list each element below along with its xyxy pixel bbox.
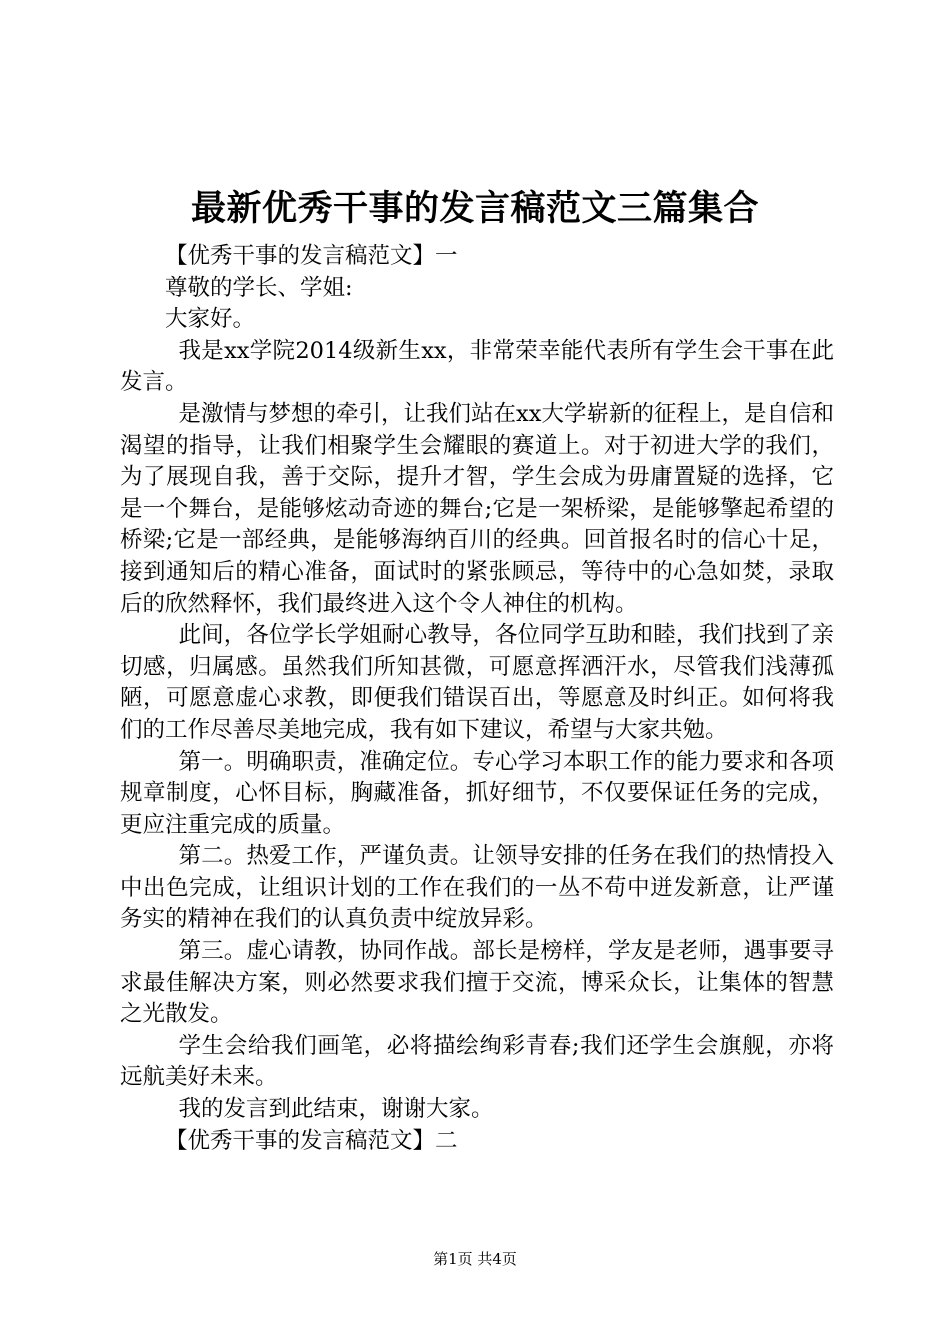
page-footer: 第1页 共4页 bbox=[433, 1250, 517, 1268]
paragraph: 我是xx学院2014级新生xx，非常荣幸能代表所有学生会干事在此发言。 bbox=[120, 337, 834, 396]
paragraph: 此间，各位学长学姐耐心教导，各位同学互助和睦，我们找到了亲切感，归属感。虽然我们所知甚微，可愿意挥洒汗水，尽管我们浅薄孤陋，可愿意虚心求教，即便我们错误百出，等愿意及时纠正。如何将我们的工作尽善尽美地完成，我有如下建议，希望与大家共勉。 bbox=[120, 622, 834, 743]
paragraph: 是激情与梦想的牵引，让我们站在xx大学崭新的征程上，是自信和渴望的指导，让我们相聚学生会耀眼的赛道上。对于初进大学的我们，为了展现自我，善于交际，提升才智，学生会成为毋庸置疑的选择，它是一个舞台，是能够炫动奇迹的舞台;它是一架桥梁，是能够擎起希望的桥梁;它是一部经典，是能够海纳百川的经典。回首报名时的信心十足，接到通知后的精心准备，面试时的紧张顾忌，等待中的心急如焚，录取后的欣然释怀，我们最终进入这个令人神住的机构。 bbox=[120, 400, 834, 617]
paragraph: 第二。热爱工作，严谨负责。让领导安排的任务在我们的热情投入中出色完成，让组识计划的工作在我们的一丛不苟中迸发新意，让严谨务实的精神在我们的认真负责中绽放异彩。 bbox=[120, 843, 834, 933]
greeting: 大家好。 bbox=[165, 306, 256, 333]
paragraph: 第一。明确职责，准确定位。专心学习本职工作的能力要求和各项规章制度，心怀目标，胸藏准备，抓好细节，不仅要保证任务的完成，更应注重完成的质量。 bbox=[120, 748, 834, 838]
paragraph: 第三。虚心请教，协同作战。部长是榜样，学友是老师，遇事要寻求最佳解决方案，则必然要求我们擅于交流，博采众长，让集体的智慧之光散发。 bbox=[120, 938, 834, 1028]
salutation: 尊敬的学长、学姐: bbox=[165, 274, 353, 301]
section-heading-1: 【优秀干事的发言稿范文】一 bbox=[165, 243, 458, 269]
closing: 我的发言到此结束，谢谢大家。 bbox=[178, 1096, 494, 1123]
document-title: 最新优秀干事的发言稿范文三篇集合 bbox=[190, 188, 759, 229]
section-heading-2: 【优秀干事的发言稿范文】二 bbox=[165, 1127, 458, 1154]
paragraph: 学生会给我们画笔，必将描绘绚彩青春;我们还学生会旗舰，亦将远航美好未来。 bbox=[120, 1032, 834, 1091]
document-body bbox=[120, 241, 834, 1157]
